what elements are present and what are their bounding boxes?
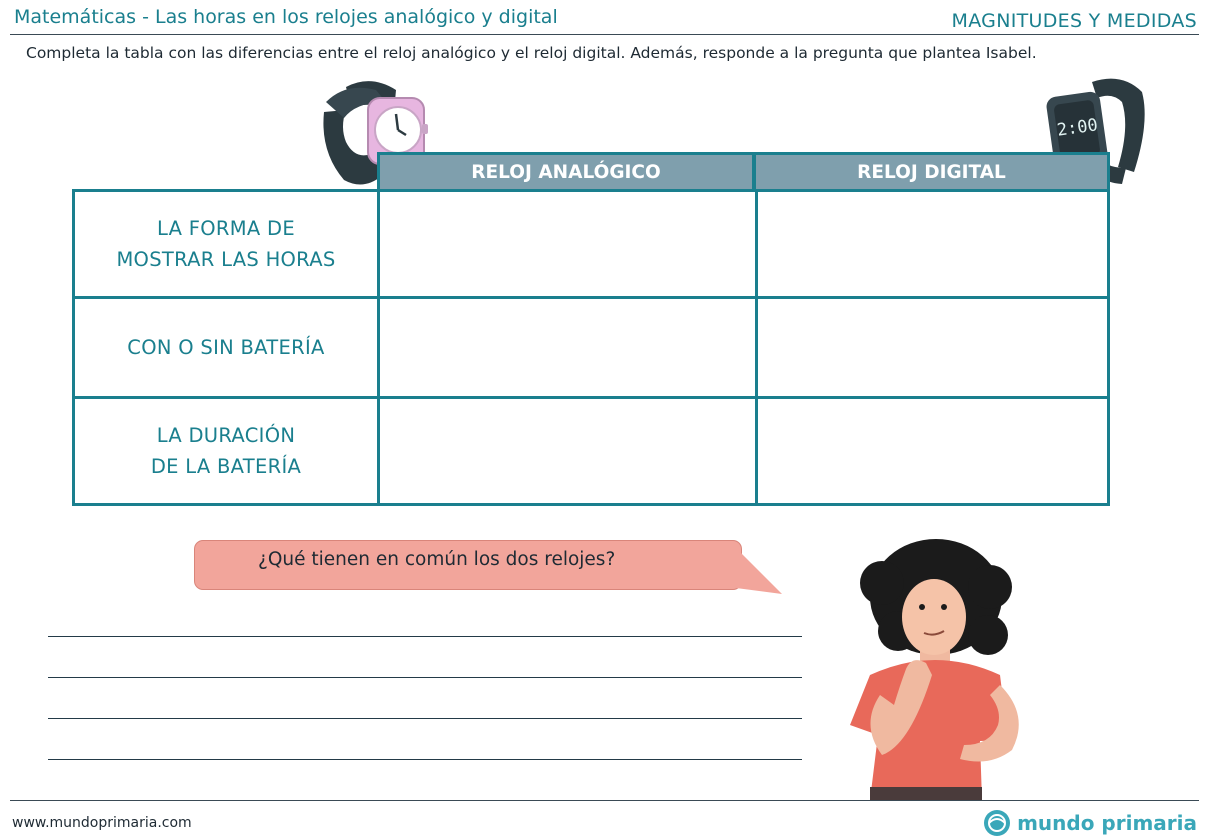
row-label-battery-duration (75, 399, 377, 503)
brand-logo[interactable] (983, 808, 1197, 838)
answer-cell-digital-2[interactable] (758, 299, 1107, 396)
brand-name: mundo primaria (1017, 811, 1197, 835)
footer-divider (10, 800, 1199, 801)
row-label-battery (75, 299, 377, 396)
answer-cell-analog-2[interactable] (380, 299, 755, 396)
category-label: MAGNITUDES Y MEDIDAS (951, 10, 1197, 32)
header-divider (10, 34, 1199, 35)
isabel-character-illustration (840, 535, 1040, 800)
row-label-line: LA FORMA DE (157, 217, 295, 240)
globe-icon (983, 809, 1011, 837)
answer-cell-digital-3[interactable] (758, 399, 1107, 503)
row-label-line: DE LA BATERÍA (150, 455, 302, 478)
row-label-line: MOSTRAR LAS HORAS (116, 248, 336, 271)
answer-line[interactable] (48, 636, 802, 637)
question-text: ¿Qué tienen en común los dos relojes? (258, 549, 616, 570)
row-label-line: LA DURACIÓN (156, 424, 296, 447)
instructions-text: Completa la tabla con las diferencias entre el reloj analógico y el reloj digital. Además, responde a la pregunta que plantea Isabel. (26, 44, 1037, 62)
row-label-line: CON O SIN BATERÍA (127, 336, 325, 359)
answer-line[interactable] (48, 718, 802, 719)
worksheet-title: Matemáticas - Las horas en los relojes analógico y digital (14, 6, 558, 28)
digital-watch-time: 2:00 (1055, 115, 1100, 141)
column-header-digital: RELOJ DIGITAL (753, 152, 1110, 190)
speech-bubble-tail (736, 548, 786, 598)
answer-cell-digital-1[interactable] (758, 192, 1107, 296)
answer-cell-analog-1[interactable] (380, 192, 755, 296)
answer-cell-analog-3[interactable] (380, 399, 755, 503)
answer-line[interactable] (48, 677, 802, 678)
answer-line[interactable] (48, 759, 802, 760)
footer-url[interactable]: www.mundoprimaria.com (12, 815, 192, 831)
comparison-table (72, 189, 1110, 506)
row-label-display-form (75, 192, 377, 296)
column-header-analog: RELOJ ANALÓGICO (377, 152, 755, 190)
